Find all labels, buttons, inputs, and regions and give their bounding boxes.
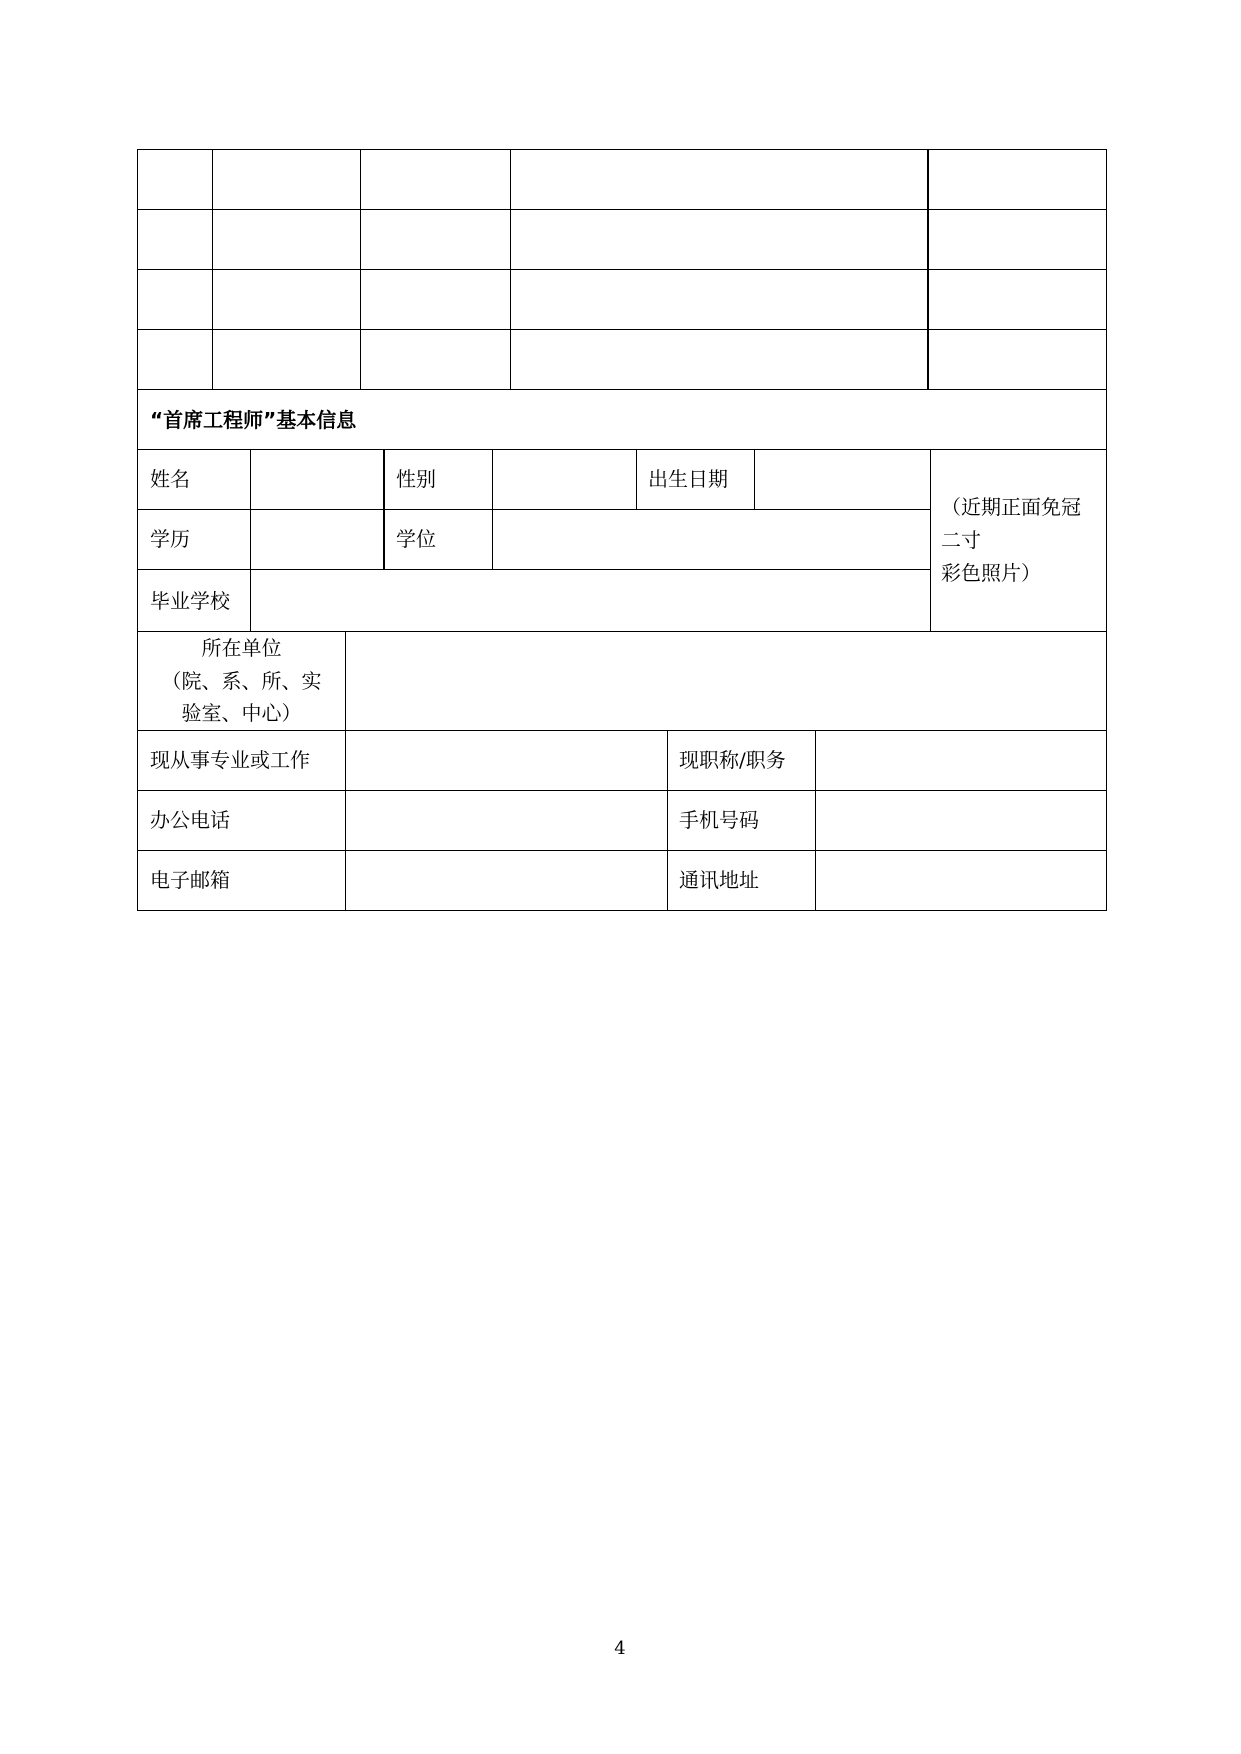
name-field[interactable] (251, 450, 383, 509)
degree-label: 学位 (396, 527, 436, 551)
job-title-field[interactable] (816, 731, 1106, 790)
upper-cell-r4-c3[interactable] (361, 330, 510, 389)
upper-cell-r1-c4[interactable] (511, 150, 927, 209)
upper-cell-r3-c3[interactable] (361, 270, 510, 329)
upper-cell-r4-c5[interactable] (929, 330, 1106, 389)
education-field[interactable] (251, 510, 383, 569)
upper-cell-r3-c2[interactable] (213, 270, 360, 329)
gender-label: 性别 (396, 467, 436, 491)
upper-cell-r1-c5[interactable] (929, 150, 1106, 209)
birth-date-field[interactable] (755, 450, 930, 509)
email-label: 电子邮箱 (150, 868, 230, 892)
upper-cell-r4-c1[interactable] (138, 330, 212, 389)
mobile-field[interactable] (816, 791, 1106, 850)
upper-cell-r4-c4[interactable] (511, 330, 927, 389)
unit-label-line2: （院、系、所、实 (161, 669, 322, 693)
photo-hint-line2: 二寸 (941, 528, 981, 552)
job-title-label: 现职称/职务 (679, 748, 786, 772)
email-field[interactable] (346, 851, 667, 910)
upper-cell-r3-c1[interactable] (138, 270, 212, 329)
photo-placeholder[interactable] (931, 450, 1106, 631)
office-phone-label: 办公电话 (150, 808, 230, 832)
upper-cell-r3-c4[interactable] (511, 270, 927, 329)
mobile-label: 手机号码 (679, 808, 759, 832)
office-phone-field[interactable] (346, 791, 667, 850)
upper-cell-r4-c2[interactable] (213, 330, 360, 389)
photo-hint-line1: （近期正面免冠 (941, 495, 1081, 519)
school-label: 毕业学校 (150, 589, 230, 613)
page-number: 4 (614, 1638, 626, 1659)
upper-cell-r1-c2[interactable] (213, 150, 360, 209)
unit-label-line3: 验室、中心） (181, 701, 302, 725)
section-title: “首席工程师”基本信息 (150, 408, 357, 432)
unit-field[interactable] (346, 632, 1106, 730)
unit-label-line1: 所在单位 (201, 636, 282, 660)
upper-cell-r3-c5[interactable] (929, 270, 1106, 329)
education-label: 学历 (150, 527, 190, 551)
address-label: 通讯地址 (679, 868, 759, 892)
upper-cell-r2-c1[interactable] (138, 210, 212, 269)
school-field[interactable] (251, 570, 930, 631)
upper-cell-r2-c2[interactable] (213, 210, 360, 269)
upper-cell-r1-c3[interactable] (361, 150, 510, 209)
address-field[interactable] (816, 851, 1106, 910)
upper-cell-r1-c1[interactable] (138, 150, 212, 209)
major-field[interactable] (346, 731, 667, 790)
upper-cell-r2-c3[interactable] (361, 210, 510, 269)
gender-field[interactable] (493, 450, 636, 509)
name-label: 姓名 (150, 467, 190, 491)
upper-cell-r2-c4[interactable] (511, 210, 927, 269)
major-label: 现从事专业或工作 (150, 748, 310, 772)
degree-field[interactable] (493, 510, 930, 569)
photo-hint-line3: 彩色照片） (941, 561, 1041, 585)
birth-date-label: 出生日期 (648, 467, 728, 491)
upper-cell-r2-c5[interactable] (929, 210, 1106, 269)
